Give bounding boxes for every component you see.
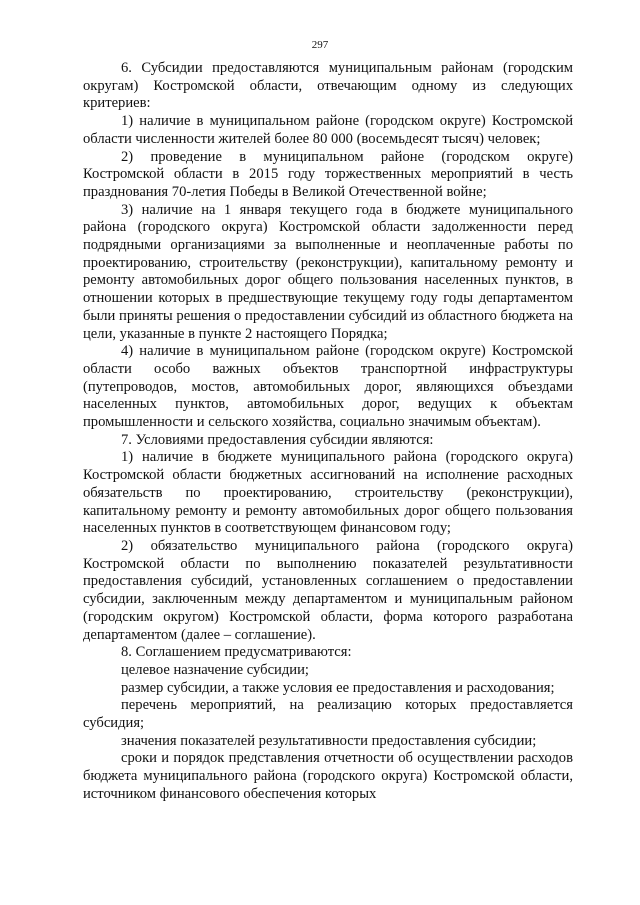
agreement-item-purpose: целевое назначение субсидии; [121,661,309,678]
criterion-4: 4) наличие в муниципальном районе (городском округе) Костромской области особо важных объектов транспортной инфраструктуры (путепроводов, мостов, автомобильных дорог, являющихся объездами населенных пунктов, автомобильных дорог, ведущих к объектам промышленности и сельского хозяйства, социально значимым объектам). [83,343,573,431]
condition-2: 2) обязательство муниципального района (городского округа) Костромской области по выполнению показателей результативности предоставления субсидий, установленных соглашением о предоставлении субсидии, заключенным между департаментом и муниципальным районом (городским округом) Костромской области, форма которого разработана департаментом (далее – соглашение). [83,537,573,643]
criterion-1: 1) наличие в муниципальном районе (городском округе) Костромской области численности жителей более 80 000 (восемьдесят тысяч) человек; [83,113,573,147]
document-body [83,60,573,804]
condition-1: 1) наличие в бюджете муниципального района (городского округа) Костромской области бюджетных ассигнований на исполнение расходных обязательств по проектированию, строительству (реконструкции), капитальному ремонту и ремонту автомобильных дорог общего пользования населенных пунктов в соответствующем финансовом году; [83,449,573,537]
paragraph-7-intro: 7. Условиями предоставления субсидии являются: [121,431,434,448]
agreement-item-amount: размер субсидии, а также условия ее предоставления и расходования; [121,679,555,696]
page-number: 297 [311,39,329,51]
agreement-item-indicators: значения показателей результативности предоставления субсидии; [121,732,537,749]
paragraph-8-intro: 8. Соглашением предусматриваются: [121,644,352,661]
agreement-item-reporting: сроки и порядок представления отчетности об осуществлении расходов бюджета муниципального района (городского округа) Костромской области, источником финансового обеспечения которых [83,750,573,802]
agreement-item-activities: перечень мероприятий, на реализацию которых предоставляется субсидия; [83,697,573,732]
criterion-3: 3) наличие на 1 января текущего года в бюджете муниципального района (городского округа) Костромской области задолженности перед подрядными организациями за выполненные и неоплаченные работы по проектированию, строительству (реконструкции), капитальному ремонту и ремонту автомобильных дорог общего пользования населенных пунктов, в отношении которых в предшествующие текущему году годы департаментом были приняты решения о предоставлении субсидий из областного бюджета на цели, указанные в пункте 2 настоящего Порядка; [83,201,573,342]
paragraph-6-intro: 6. Субсидии предоставляются муниципальным районам (городским округам) Костромской области, отвечающим одному из следующих критериев: [83,60,573,112]
criterion-2: 2) проведение в муниципальном районе (городском округе) Костромской области в 2015 году торжественных мероприятий в честь празднования 70-летия Победы в Великой Отечественной войне; [83,148,573,200]
